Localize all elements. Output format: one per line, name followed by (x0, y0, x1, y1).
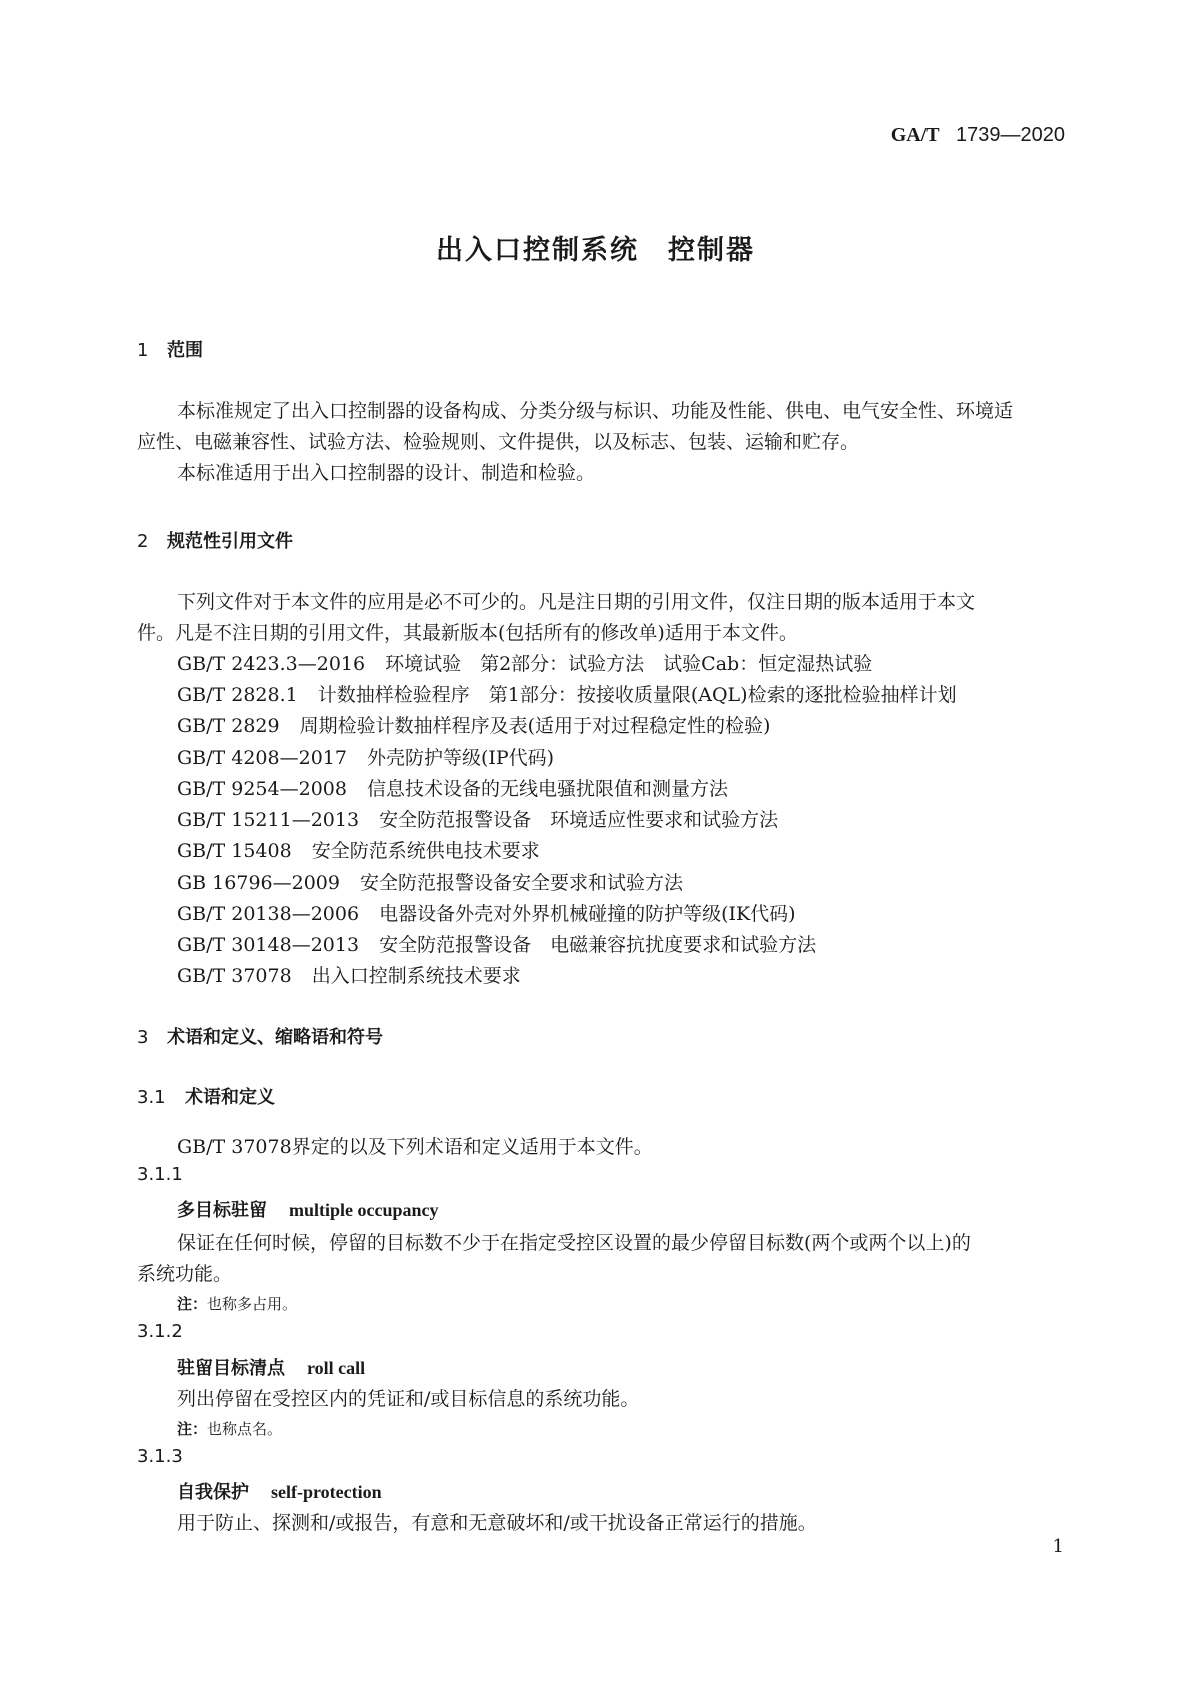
paragraph: GB/T 37078界定的以及下列术语和定义适用于本文件。 (177, 1136, 653, 1158)
reference-item: GB 16796—2009 安全防范报警设备安全要求和试验方法 (177, 872, 683, 894)
term-en: self-protection (271, 1482, 382, 1502)
section-number: 1 (137, 340, 149, 361)
subsection-title: 术语和定义 (185, 1087, 275, 1108)
paragraph: 本标准适用于出入口控制器的设计、制造和检验。 (177, 462, 596, 484)
definition-line: 列出停留在受控区内的凭证和/或目标信息的系统功能。 (177, 1388, 640, 1410)
reference-item: GB/T 37078 出入口控制系统技术要求 (177, 965, 521, 987)
paragraph-line: 应性、电磁兼容性、试验方法、检验规则、文件提供，以及标志、包装、运输和贮存。 (137, 431, 860, 453)
definition-line: 保证在任何时候，停留的目标数不少于在指定受控区设置的最少停留目标数(两个或两个以上)的 (177, 1232, 971, 1254)
paragraph-line: 下列文件对于本文件的应用是必不可少的。凡是注日期的引用文件，仅注日期的版本适用于本文 (177, 591, 976, 613)
term-number: 3.1.2 (137, 1321, 183, 1342)
definition-line: 用于防止、探测和/或报告，有意和无意破坏和/或干扰设备正常运行的措施。 (177, 1512, 817, 1534)
reference-item: GB/T 2828.1 计数抽样检验程序 第1部分：按接收质量限(AQL)检索的逐批检验抽样计划 (177, 684, 957, 706)
term-en: multiple occupancy (289, 1200, 439, 1220)
note: 注：也称点名。 (177, 1420, 283, 1438)
reference-item: GB/T 2829 周期检验计数抽样程序及表(适用于对过程稳定性的检验) (177, 715, 771, 737)
standard-prefix: GA/T (890, 124, 940, 146)
section-2-heading (137, 527, 293, 553)
section-3-heading (137, 1023, 383, 1049)
section-number: 3 (137, 1027, 149, 1048)
definition-line: 系统功能。 (137, 1263, 233, 1285)
term-zh: 驻留目标清点 (177, 1358, 285, 1379)
reference-item: GB/T 30148—2013 安全防范报警设备 电磁兼容抗扰度要求和试验方法 (177, 934, 817, 956)
standard-number: 1739—2020 (956, 124, 1065, 146)
reference-item: GB/T 9254—2008 信息技术设备的无线电骚扰限值和测量方法 (177, 778, 728, 800)
reference-item: GB/T 2423.3—2016 环境试验 第2部分：试验方法 试验Cab：恒定湿热试验 (177, 653, 873, 675)
document-title: 出入口控制系统 控制器 (436, 235, 755, 266)
section-1-heading (137, 336, 203, 362)
reference-item: GB/T 15211—2013 安全防范报警设备 环境适应性要求和试验方法 (177, 809, 779, 831)
paragraph-line: 本标准规定了出入口控制器的设备构成、分类分级与标识、功能及性能、供电、电气安全性、环境适 (177, 400, 1014, 422)
term-en: roll call (307, 1358, 366, 1378)
term-heading (177, 1196, 439, 1222)
section-title: 术语和定义、缩略语和符号 (167, 1027, 383, 1048)
term-zh: 多目标驻留 (177, 1200, 267, 1221)
note: 注：也称多占用。 (177, 1295, 298, 1313)
subsection-number: 3.1 (137, 1087, 166, 1108)
section-title: 范围 (167, 340, 203, 361)
term-number: 3.1.1 (137, 1164, 183, 1185)
term-heading (177, 1354, 365, 1380)
section-number: 2 (137, 531, 149, 552)
term-zh: 自我保护 (177, 1482, 249, 1503)
subsection-3-1-heading (137, 1083, 275, 1109)
reference-item: GB/T 15408 安全防范系统供电技术要求 (177, 840, 540, 862)
page-number: 1 (1052, 1536, 1064, 1557)
standard-code (891, 122, 1065, 147)
paragraph-line: 件。凡是不注日期的引用文件，其最新版本(包括所有的修改单)适用于本文件。 (137, 622, 798, 644)
reference-item: GB/T 20138—2006 电器设备外壳对外界机械碰撞的防护等级(IK代码) (177, 903, 796, 925)
reference-item: GB/T 4208—2017 外壳防护等级(IP代码) (177, 747, 555, 769)
term-heading (177, 1478, 382, 1504)
section-title: 规范性引用文件 (167, 531, 293, 552)
term-number: 3.1.3 (137, 1446, 183, 1467)
